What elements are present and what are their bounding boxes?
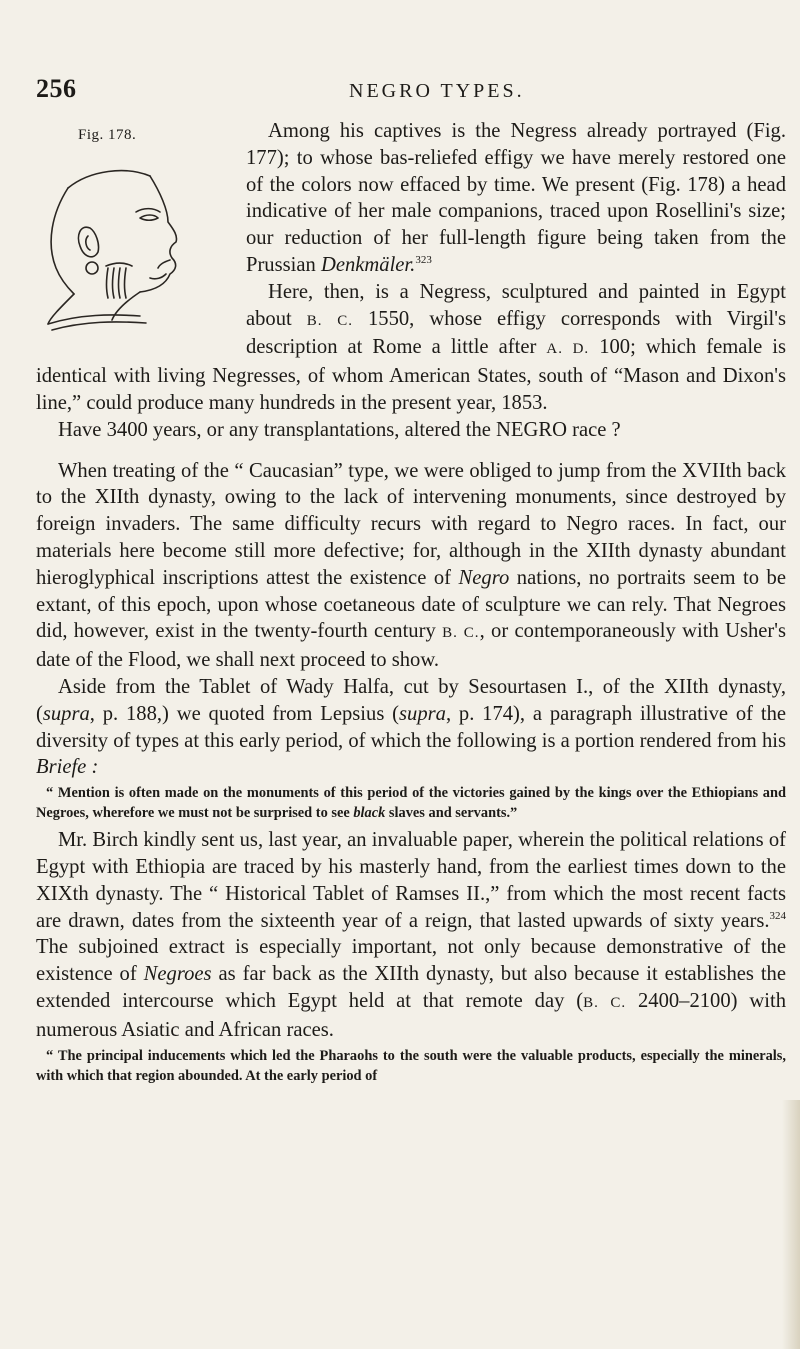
main-text [36,118,786,1090]
running-head: NEGRO TYPES. [349,80,525,102]
negro-head-illustration [0,118,240,354]
figure-178 [0,118,240,354]
paragraph-1: Fig. 178. Among his captives is the Negress already portrayed (Fig. 177); to whose bas-reliefed effigy we have merely restored one of the colors now effaced by time. We present (Fig. 178) a head indicative of her male companions, traced upon Rosellini's size; our reduction of her full-length figure being taken from the Prussian Denkmäler.$^{323}$ [36,118,786,279]
page-edge-shadow [782,1100,800,1349]
lepsius-quote: “ Mention is often made on the monuments of this period of the victories gained by the kings over the Ethiopians and Negroes, wherefore we must not be surprised to see black slaves and servants.” [36,785,786,822]
paragraph-4: When treating of the “ Caucasian” type, we were obliged to jump from the XVIIth back to the XIIth dynasty, owing to the lack of intervening monuments, since destroyed by foreign invaders. The same difficulty recurs with regard to Negro races. In fact, our materials here become still more defective; for, although in the XIIth dynasty abundant hieroglyphical inscriptions attest the existence of Negro nations, no portraits seem to be extant, of this epoch, upon whose coetaneous date of sculpture we can rely. That Negroes did, however, exist in the twenty-fourth century B. C., or contemporaneously with Usher's date of the Flood, we shall next proceed to show. [36,459,786,672]
paragraph-3: Have 3400 years, or any transplantations, altered the NEGRO race ? [58,418,621,441]
paragraph-2: Here, then, is a Negress, sculptured and painted in Egypt about B. C. 1550, whose effigy corresponds with Virgil's description at Rome a little after A. D. 100; which female is identical with living Negresses, of whom American States, south of “Mason and Dixon's line,” could produce many hundreds in the present year, 1853. [36,280,786,414]
paragraph-6: Mr. Birch kindly sent us, last year, an invaluable paper, wherein the political relations of Egypt with Ethiopia are traced by his masterly hand, from the earliest times down to the XIXth dynasty. The “ Historical Tablet of Ramses II.,” from which the most recent facts are drawn, dates from the sixteenth year of a reign, that lasted upwards of sixty years.$^{324}$ The subjoined extract is especially important, not only because demonstrative of the existence of Negroes as far back as the XIIth dynasty, but also because it establishes the extended intercourse which Egypt held at that remote day (B. C. 2400–2100) with numerous Asiatic and African races. [36,829,786,1041]
figure-label: Fig. 178. [78,127,137,143]
birch-quote: “ The principal inducements which led the Pharaohs to the south were the valuable products, especially the minerals, with which that region abounded. At the early period of [36,1047,786,1084]
page-number: 256 [36,74,77,103]
paragraph-5: Aside from the Tablet of Wady Halfa, cut by Sesourtasen I., of the XIIth dynasty, (supra, p. 188,) we quoted from Lepsius (supra, p. 174), a paragraph illustrative of the diversity of types at this early period, of which the following is a portion rendered from his Briefe : [36,675,787,779]
